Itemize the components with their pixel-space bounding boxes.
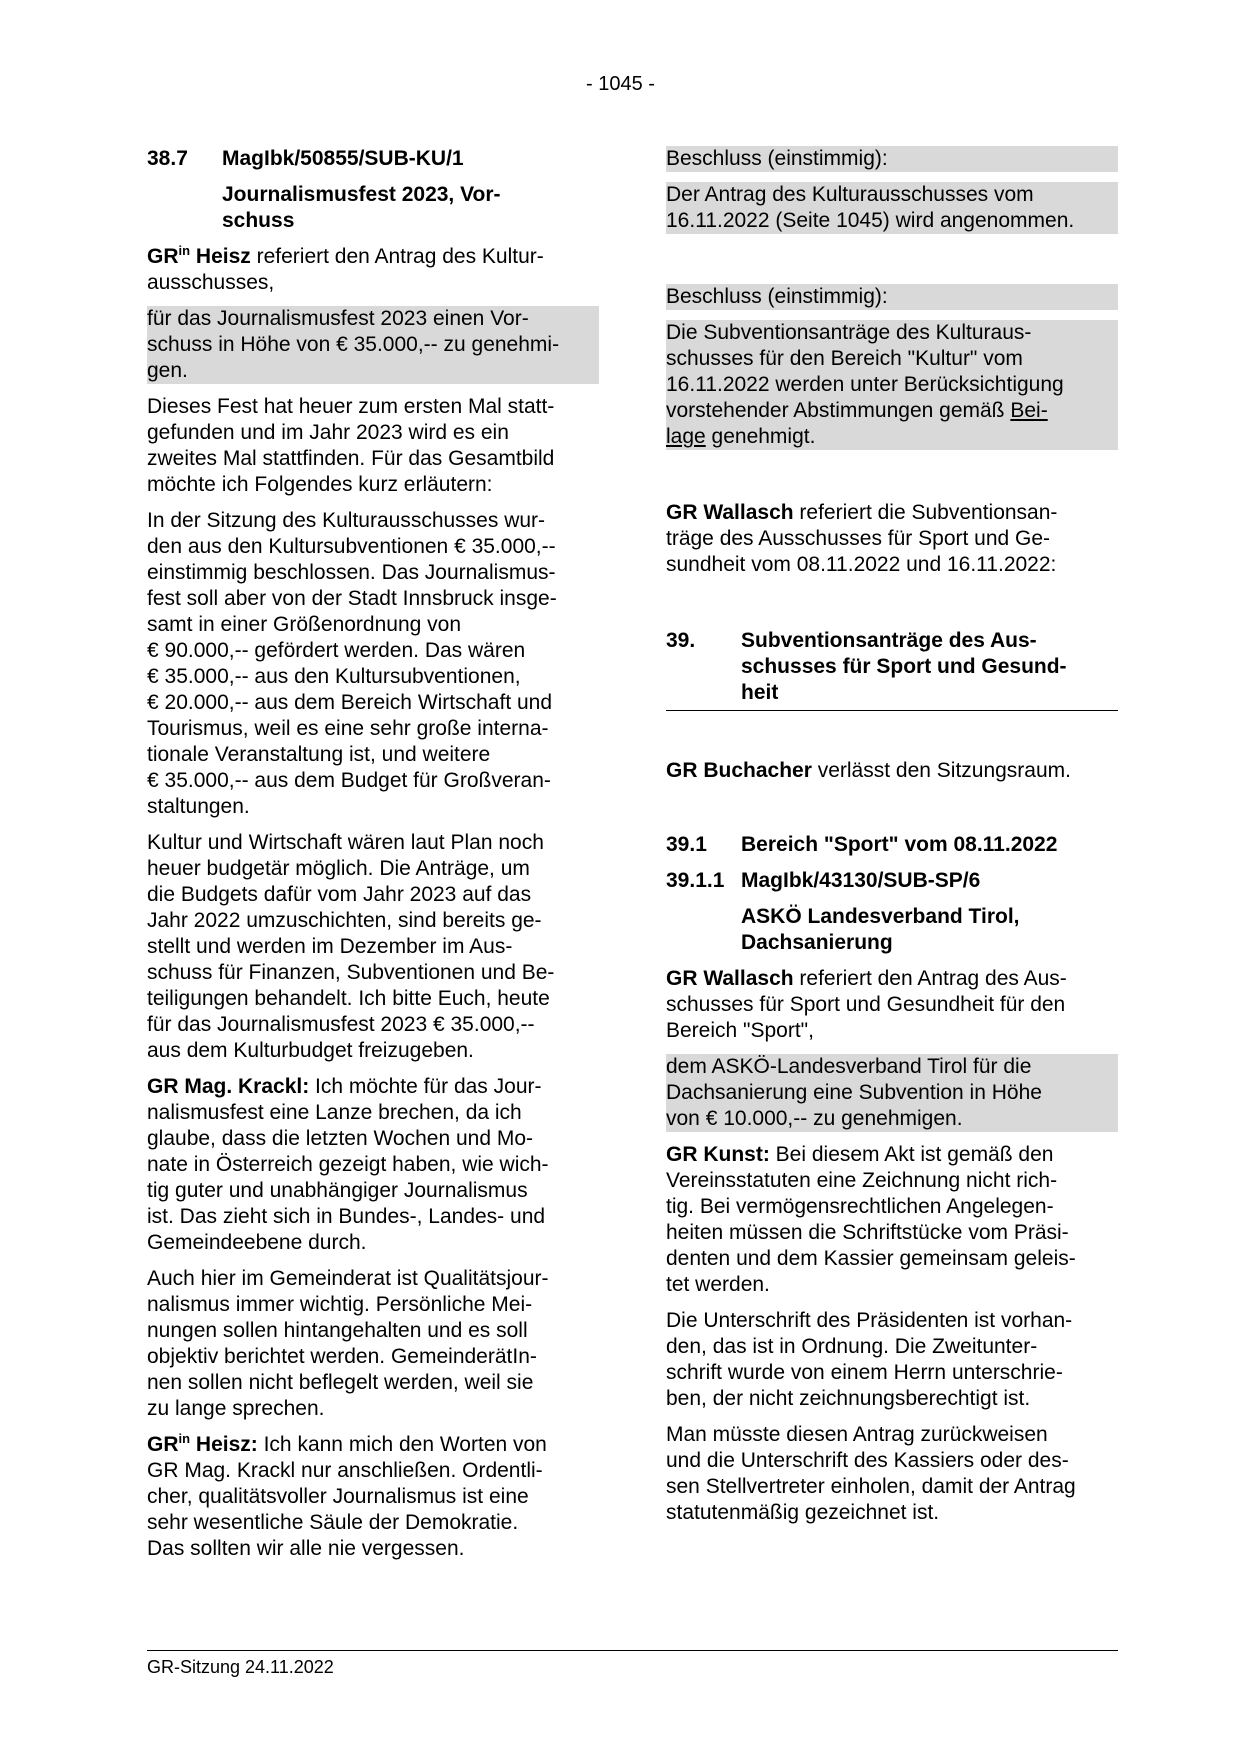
- section-code: MagIbk/43130/SUB-SP/6: [741, 869, 981, 892]
- section-number: 39.1: [666, 833, 707, 856]
- section-heading-39-1-1: [666, 868, 1118, 894]
- section-code: MagIbk/50855/SUB-KU/1: [222, 147, 464, 170]
- section-heading-39-1: [666, 832, 1118, 858]
- paragraph-heisz-closing: $GR^{in}$ Heisz: Ich kann mich den Worten von GR Mag. Krackl nur anschließen. Ordentli- cher, qualitätsvoller Journalismus ist eine sehr wesentliche Säule der Demokratie. Das sollten wir alle nie vergessen.: [147, 1431, 547, 1560]
- paragraph-buchacher: GR Buchacher verlässt den Sitzungsraum.: [666, 759, 1071, 782]
- paragraph-wallasch: GR Wallasch referiert die Subventionsan- träge des Ausschusses für Sport und Ge- sundheit vom 08.11.2022 und 16.11.2022:: [666, 501, 1058, 576]
- beilage-link[interactable]: Bei-: [1010, 399, 1048, 422]
- paragraph-wallasch: GR Wallasch referiert den Antrag des Aus- schusses für Sport und Gesundheit für den Bereich "Sport",: [666, 967, 1067, 1042]
- speaker-name: GR Buchacher: [666, 759, 812, 782]
- paragraph: Dieses Fest hat heuer zum ersten Mal statt- gefunden und im Jahr 2023 wird es ein zweites Mal stattfinden. Für das Gesamtbild möchte ich Folgendes kurz erläutern:: [147, 395, 555, 496]
- section-heading-38-7: [147, 146, 599, 172]
- paragraph-heisz-intro: $GR^{in}$ Heisz referiert den Antrag des Kultur- ausschusses,: [147, 243, 544, 294]
- section-number: 39.: [666, 629, 696, 652]
- paragraph-kunst: GR Kunst: Bei diesem Akt ist gemäß den Vereinsstatuten eine Zeichnung nicht rich- tig. Bei vermögensrechtlichen Angelegen- heiten müssen die Schriftstücke vom Präsi- denten und dem Kassier gemeinsam geleis- tet werden.: [666, 1143, 1076, 1296]
- paragraph: Die Unterschrift des Präsidenten ist vorhan- den, das ist in Ordnung. Die Zweitunter- schrift wurde von einem Herrn unterschrie- ben, der nicht zeichnungsberechtigt ist.: [666, 1309, 1073, 1410]
- resolution-label: Beschluss (einstimmig):: [666, 146, 1118, 172]
- right-column: [666, 146, 1118, 1536]
- speaker-name: GR Mag. Krackl:: [147, 1075, 310, 1098]
- paragraph: Kultur und Wirtschaft wären laut Plan noch heuer budgetär möglich. Die Anträge, um die Budgets dafür vom Jahr 2023 auf das Jahr 2022 umzuschichten, sind bereits ge- stellt und werden im Dezember im Aus- schuss für Finanzen, Subventionen und Be- teiligungen behandelt. Ich bitte Euch, heute für das Journalismusfest 2023 € 35.000,-- aus dem Kulturbudget freizugeben.: [147, 831, 555, 1062]
- section-title: Bereich "Sport" vom 08.11.2022: [741, 833, 1058, 856]
- section-heading-39: [666, 628, 1118, 711]
- paragraph-krackl: GR Mag. Krackl: Ich möchte für das Jour- nalismusfest eine Lanze brechen, da ich glaube, dass die letzten Wochen und Mo- nate in Österreich gezeigt haben, wie wich- tig guter und unabhängiger Journalismus ist. Das zieht sich in Bundes-, Landes- und Gemeindeebene durch.: [147, 1075, 549, 1254]
- footer-divider: [147, 1650, 1118, 1651]
- speaker-name: GR Wallasch: [666, 501, 794, 524]
- speaker-name: GR Wallasch: [666, 967, 794, 990]
- section-title: Subventionsanträge des Aus- schusses für Sport und Gesund- heit: [741, 629, 1067, 704]
- resolution-label: Beschluss (einstimmig):: [666, 284, 1118, 310]
- speaker-name: $GR^{in}$ Heisz:: [147, 1431, 258, 1456]
- speaker-name: $GR^{in}$ Heisz: [147, 243, 251, 268]
- section-number: 39.1.1: [666, 869, 725, 892]
- beilage-link[interactable]: lage: [666, 425, 706, 448]
- paragraph: In der Sitzung des Kulturausschusses wur- den aus den Kultursubventionen € 35.000,-- einstimmig beschlossen. Das Journalismus- fest soll aber von der Stadt Innsbruck insge- samt in einer Größenordnung von € 90.000,-- gefördert werden. Das wären € 35.000,-- aus den Kultursubventionen, € 20.000,-- aus dem Bereich Wirtschaft und Tourismus, weil es eine sehr große interna- tionale Veranstaltung ist, und weitere € 35.000,-- aus dem Budget für Großveran- staltungen.: [147, 509, 557, 818]
- resolution-text: Der Antrag des Kulturausschusses vom 16.11.2022 (Seite 1045) wird angenommen.: [666, 182, 1118, 234]
- footer-session-date: GR-Sitzung 24.11.2022: [147, 1657, 334, 1677]
- paragraph: Auch hier im Gemeinderat ist Qualitätsjour- nalismus immer wichtig. Persönliche Mei- nungen sollen hintangehalten und es soll objektiv berichtet werden. GemeinderätIn- nen sollen nicht beflegelt werden, weil sie zu lange sprechen.: [147, 1267, 549, 1420]
- motion-box: dem ASKÖ-Landesverband Tirol für die Dachsanierung eine Subvention in Höhe von € 10.000,-- zu genehmigen.: [666, 1054, 1118, 1132]
- speaker-name: GR Kunst:: [666, 1143, 770, 1166]
- left-column: [147, 146, 599, 1572]
- motion-box: für das Journalismusfest 2023 einen Vor- schuss in Höhe von € 35.000,-- zu genehmi- gen.: [147, 306, 599, 384]
- section-title-line: schuss: [222, 209, 295, 232]
- paragraph: Man müsste diesen Antrag zurückweisen und die Unterschrift des Kassiers oder des- sen Stellvertreter einholen, damit der Antrag statutenmäßig gezeichnet ist.: [666, 1423, 1076, 1524]
- section-title-line: Journalismusfest 2023, Vor-: [222, 183, 501, 206]
- section-title: [222, 182, 599, 234]
- resolution-text: Die Subventionsanträge des Kulturaus- schusses für den Bereich "Kultur" vom 16.11.2022 werden unter Berücksichtigung vorstehender Abstimmungen gemäß Bei- lage genehmigt.: [666, 320, 1118, 450]
- page-number: - 1045 -: [586, 73, 655, 95]
- section-number: 38.7: [147, 147, 188, 170]
- section-title: ASKÖ Landesverband Tirol, Dachsanierung: [741, 905, 1020, 954]
